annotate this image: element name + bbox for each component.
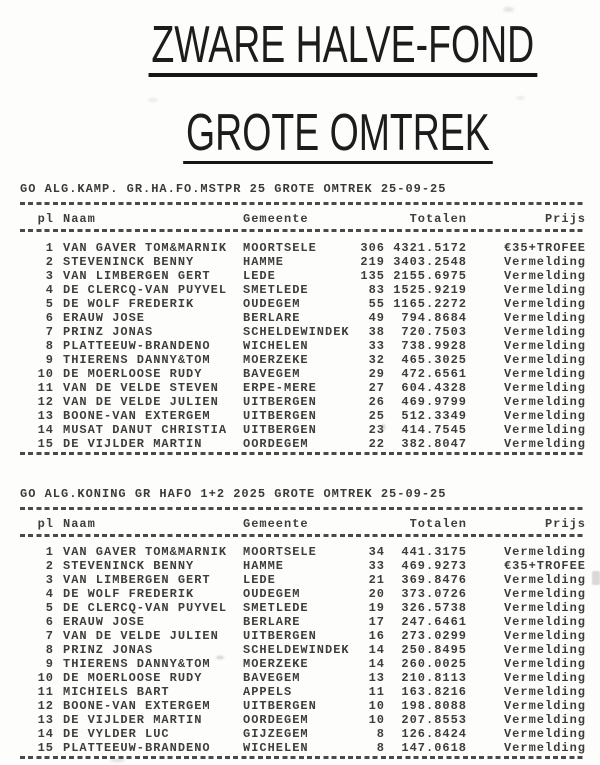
cell-count: 27: [368, 381, 385, 395]
table-row: [20, 699, 586, 713]
cell-count: 26: [368, 395, 385, 409]
cell-pl: 9: [45, 353, 54, 367]
cell-pl: 7: [45, 629, 54, 643]
table-row: [20, 395, 586, 409]
cell-pl: 5: [45, 601, 54, 615]
cell-naam: VAN DE VELDE JULIEN: [63, 395, 219, 409]
cell-pl: 6: [45, 311, 54, 325]
cell-prijs: €35+TROFEE: [503, 559, 586, 573]
cell-prijs: Vermelding: [503, 713, 586, 727]
cell-pl: 13: [37, 409, 54, 423]
cell-naam: PLATTEEUW-BRANDENO: [63, 339, 211, 353]
cell-gemeente: OUDEGEM: [243, 587, 301, 601]
table-row: [20, 657, 586, 671]
cell-totaal: 794.8684: [401, 311, 467, 325]
cell-pl: 2: [45, 255, 54, 269]
cell-prijs: Vermelding: [503, 395, 586, 409]
results-table-koning: [20, 545, 586, 755]
cell-prijs: Vermelding: [503, 545, 586, 559]
cell-prijs: Vermelding: [503, 727, 586, 741]
table-row: [20, 685, 586, 699]
column-header-pl: pl: [37, 212, 54, 226]
table-row: [20, 573, 586, 587]
cell-gemeente: BAVEGEM: [243, 367, 301, 381]
cell-totaal: 198.8088: [401, 699, 467, 713]
column-header-naam: Naam: [63, 517, 96, 531]
main-title-wrap: [0, 16, 600, 77]
scan-artifact: [382, 424, 385, 430]
cell-count: 38: [368, 325, 385, 339]
section-header: GO ALG.KAMP. GR.HA.FO.MSTPR 25 GROTE OMTREK 25-09-25: [20, 182, 447, 196]
cell-pl: 12: [37, 395, 54, 409]
scan-artifact: [110, 759, 125, 762]
table-row: [20, 615, 586, 629]
column-header-prijs: Prijs: [544, 517, 586, 531]
cell-naam: VAN DE VELDE STEVEN: [63, 381, 219, 395]
section-koning: [20, 487, 586, 759]
column-header-row: [20, 212, 586, 226]
cell-totaal: 207.8553: [401, 713, 467, 727]
cell-pl: 8: [45, 643, 54, 657]
column-header-prijs: Prijs: [544, 212, 586, 226]
column-header-spacer: [359, 212, 385, 226]
scan-artifact: [503, 7, 514, 12]
cell-pl: 8: [45, 339, 54, 353]
cell-prijs: Vermelding: [503, 699, 586, 713]
table-row: [20, 269, 586, 283]
scan-artifact: [148, 98, 158, 102]
dashed-divider: [20, 229, 586, 232]
cell-naam: STEVENINCK BENNY: [63, 559, 195, 573]
cell-gemeente: WICHELEN: [243, 339, 309, 353]
cell-prijs: Vermelding: [503, 297, 586, 311]
cell-prijs: Vermelding: [503, 437, 586, 451]
cell-naam: DE VYLDER LUC: [63, 727, 170, 741]
cell-totaal: 604.4328: [401, 381, 467, 395]
cell-count: 55: [368, 297, 385, 311]
cell-prijs: Vermelding: [503, 423, 586, 437]
cell-count: 23: [368, 423, 385, 437]
cell-prijs: Vermelding: [503, 643, 586, 657]
cell-pl: 10: [37, 671, 54, 685]
dashed-divider: [20, 202, 586, 205]
cell-prijs: Vermelding: [503, 685, 586, 699]
cell-gemeente: MOERZEKE: [243, 353, 309, 367]
cell-gemeente: UITBERGEN: [243, 395, 317, 409]
cell-totaal: 163.8216: [401, 685, 467, 699]
cell-gemeente: SCHELDEWINDEK: [243, 643, 350, 657]
cell-naam: VAN LIMBERGEN GERT: [63, 573, 211, 587]
cell-pl: 3: [45, 269, 54, 283]
cell-count: 306: [360, 241, 385, 255]
cell-naam: ERAUW JOSE: [63, 311, 146, 325]
cell-pl: 1: [45, 545, 54, 559]
cell-prijs: Vermelding: [503, 367, 586, 381]
table-row: [20, 325, 586, 339]
cell-totaal: 738.9928: [401, 339, 467, 353]
cell-count: 17: [368, 615, 385, 629]
cell-totaal: 1525.9219: [393, 283, 467, 297]
column-header-gemeente: Gemeente: [243, 212, 309, 226]
cell-count: 34: [368, 545, 385, 559]
cell-count: 33: [368, 559, 385, 573]
scan-artifact: [592, 571, 600, 585]
cell-totaal: 250.8495: [401, 643, 467, 657]
cell-gemeente: LEDE: [243, 269, 276, 283]
cell-gemeente: BERLARE: [243, 311, 301, 325]
cell-naam: BOONE-VAN EXTERGEM: [63, 699, 211, 713]
table-row: [20, 727, 586, 741]
cell-gemeente: OORDEGEM: [243, 713, 309, 727]
cell-gemeente: UITBERGEN: [243, 629, 317, 643]
cell-count: 8: [376, 741, 385, 755]
cell-totaal: 469.9799: [401, 395, 467, 409]
cell-naam: DE MOERLOOSE RUDY: [63, 671, 203, 685]
dashed-divider: [20, 534, 586, 537]
cell-count: 49: [368, 311, 385, 325]
column-header-spacer: [359, 517, 385, 531]
cell-count: 21: [368, 573, 385, 587]
sub-title: GROTE OMTREK: [183, 110, 492, 164]
cell-gemeente: WICHELEN: [243, 741, 309, 755]
cell-prijs: Vermelding: [503, 255, 586, 269]
table-row: [20, 643, 586, 657]
cell-totaal: 147.0618: [401, 741, 467, 755]
cell-pl: 3: [45, 573, 54, 587]
dashed-divider: [20, 756, 586, 759]
table-row: [20, 601, 586, 615]
cell-gemeente: BERLARE: [243, 615, 301, 629]
cell-naam: VAN GAVER TOM&MARNIK: [63, 545, 228, 559]
cell-gemeente: SCHELDEWINDEK: [243, 325, 350, 339]
table-row: [20, 713, 586, 727]
column-header-row: [20, 517, 586, 531]
cell-totaal: 441.3175: [401, 545, 467, 559]
cell-count: 29: [368, 367, 385, 381]
cell-pl: 10: [37, 367, 54, 381]
table-row: [20, 353, 586, 367]
cell-naam: ERAUW JOSE: [63, 615, 146, 629]
cell-count: 13: [368, 671, 385, 685]
cell-totaal: 414.7545: [401, 423, 467, 437]
table-row: [20, 545, 586, 559]
cell-gemeente: UITBERGEN: [243, 699, 317, 713]
table-row: [20, 741, 586, 755]
cell-pl: 13: [37, 713, 54, 727]
cell-prijs: Vermelding: [503, 269, 586, 283]
cell-gemeente: SMETLEDE: [243, 601, 309, 615]
cell-totaal: 326.5738: [401, 601, 467, 615]
cell-count: 32: [368, 353, 385, 367]
cell-prijs: Vermelding: [503, 353, 586, 367]
cell-naam: DE CLERCQ-VAN PUYVEL: [63, 601, 228, 615]
cell-naam: DE VIJLDER MARTIN: [63, 437, 203, 451]
cell-gemeente: APPELS: [243, 685, 293, 699]
cell-count: 11: [368, 685, 385, 699]
cell-totaal: 210.8113: [401, 671, 467, 685]
cell-naam: DE VIJLDER MARTIN: [63, 713, 203, 727]
cell-totaal: 1165.2272: [393, 297, 467, 311]
cell-gemeente: UITBERGEN: [243, 409, 317, 423]
cell-count: 83: [368, 283, 385, 297]
cell-count: 10: [368, 713, 385, 727]
cell-naam: VAN DE VELDE JULIEN: [63, 629, 219, 643]
scan-artifact: [216, 656, 224, 659]
cell-totaal: 2155.6975: [393, 269, 467, 283]
cell-prijs: Vermelding: [503, 671, 586, 685]
cell-count: 33: [368, 339, 385, 353]
cell-gemeente: SMETLEDE: [243, 283, 309, 297]
cell-prijs: Vermelding: [503, 409, 586, 423]
cell-gemeente: BAVEGEM: [243, 671, 301, 685]
cell-gemeente: GIJZEGEM: [243, 727, 309, 741]
cell-gemeente: OUDEGEM: [243, 297, 301, 311]
cell-naam: MICHIELS BART: [63, 685, 170, 699]
cell-count: 135: [360, 269, 385, 283]
cell-count: 14: [368, 657, 385, 671]
cell-prijs: Vermelding: [503, 381, 586, 395]
cell-totaal: 4321.5172: [393, 241, 467, 255]
cell-gemeente: MOORTSELE: [243, 545, 317, 559]
cell-pl: 5: [45, 297, 54, 311]
column-header-pl: pl: [37, 517, 54, 531]
section-kampioenschap: [20, 182, 586, 455]
cell-naam: BOONE-VAN EXTERGEM: [63, 409, 211, 423]
section-header: GO ALG.KONING GR HAFO 1+2 2025 GROTE OMTREK 25-09-25: [20, 487, 447, 501]
cell-count: 219: [360, 255, 385, 269]
cell-naam: MUSAT DANUT CHRISTIA: [63, 423, 228, 437]
cell-pl: 7: [45, 325, 54, 339]
cell-pl: 11: [37, 381, 54, 395]
cell-totaal: 273.0299: [401, 629, 467, 643]
cell-pl: 4: [45, 283, 54, 297]
cell-pl: 14: [37, 423, 54, 437]
cell-naam: THIERENS DANNY&TOM: [63, 353, 211, 367]
cell-prijs: Vermelding: [503, 601, 586, 615]
cell-count: 8: [376, 727, 385, 741]
cell-naam: STEVENINCK BENNY: [63, 255, 195, 269]
cell-pl: 11: [37, 685, 54, 699]
column-header-gemeente: Gemeente: [243, 517, 309, 531]
cell-gemeente: LEDE: [243, 573, 276, 587]
cell-pl: 9: [45, 657, 54, 671]
column-header-totalen: Totalen: [409, 517, 467, 531]
table-row: [20, 367, 586, 381]
cell-prijs: Vermelding: [503, 325, 586, 339]
cell-totaal: 465.3025: [401, 353, 467, 367]
cell-prijs: Vermelding: [503, 283, 586, 297]
table-row: [20, 283, 586, 297]
cell-prijs: Vermelding: [503, 629, 586, 643]
cell-totaal: 469.9273: [401, 559, 467, 573]
table-row: [20, 409, 586, 423]
cell-prijs: Vermelding: [503, 741, 586, 755]
cell-pl: 2: [45, 559, 54, 573]
scan-artifact: [516, 96, 525, 100]
cell-count: 16: [368, 629, 385, 643]
cell-prijs: €35+TROFEE: [503, 241, 586, 255]
table-row: [20, 311, 586, 325]
cell-naam: DE WOLF FREDERIK: [63, 297, 195, 311]
cell-totaal: 720.7503: [401, 325, 467, 339]
results-table-kampioenschap: [20, 241, 586, 451]
sub-title-wrap: [0, 104, 600, 164]
cell-count: 14: [368, 643, 385, 657]
cell-gemeente: ERPE-MERE: [243, 381, 317, 395]
dashed-divider: [20, 507, 586, 510]
table-row: [20, 241, 586, 255]
cell-totaal: 247.6461: [401, 615, 467, 629]
table-row: [20, 559, 586, 573]
cell-gemeente: UITBERGEN: [243, 423, 317, 437]
column-header-naam: Naam: [63, 212, 96, 226]
table-row: [20, 629, 586, 643]
cell-naam: DE CLERCQ-VAN PUYVEL: [63, 283, 228, 297]
table-row: [20, 671, 586, 685]
cell-totaal: 373.0726: [401, 587, 467, 601]
table-row: [20, 255, 586, 269]
cell-count: 10: [368, 699, 385, 713]
table-row: [20, 381, 586, 395]
cell-totaal: 369.8476: [401, 573, 467, 587]
cell-gemeente: MOERZEKE: [243, 657, 309, 671]
table-row: [20, 437, 586, 451]
cell-naam: PRINZ JONAS: [63, 643, 154, 657]
cell-count: 20: [368, 587, 385, 601]
table-row: [20, 587, 586, 601]
cell-gemeente: OORDEGEM: [243, 437, 309, 451]
cell-pl: 1: [45, 241, 54, 255]
cell-gemeente: HAMME: [243, 559, 285, 573]
cell-totaal: 382.8047: [401, 437, 467, 451]
cell-naam: VAN GAVER TOM&MARNIK: [63, 241, 228, 255]
cell-pl: 4: [45, 587, 54, 601]
cell-count: 25: [368, 409, 385, 423]
cell-prijs: Vermelding: [503, 657, 586, 671]
cell-pl: 14: [37, 727, 54, 741]
cell-totaal: 512.3349: [401, 409, 467, 423]
cell-prijs: Vermelding: [503, 311, 586, 325]
cell-prijs: Vermelding: [503, 573, 586, 587]
cell-pl: 15: [37, 437, 54, 451]
cell-count: 19: [368, 601, 385, 615]
cell-pl: 6: [45, 615, 54, 629]
cell-count: 22: [368, 437, 385, 451]
cell-naam: VAN LIMBERGEN GERT: [63, 269, 211, 283]
dashed-divider: [20, 452, 586, 455]
cell-naam: DE WOLF FREDERIK: [63, 587, 195, 601]
cell-gemeente: MOORTSELE: [243, 241, 317, 255]
cell-prijs: Vermelding: [503, 587, 586, 601]
cell-naam: THIERENS DANNY&TOM: [63, 657, 211, 671]
cell-totaal: 3403.2548: [393, 255, 467, 269]
cell-prijs: Vermelding: [503, 615, 586, 629]
cell-gemeente: HAMME: [243, 255, 285, 269]
cell-pl: 15: [37, 741, 54, 755]
cell-totaal: 126.8424: [401, 727, 467, 741]
cell-naam: PRINZ JONAS: [63, 325, 154, 339]
cell-naam: DE MOERLOOSE RUDY: [63, 367, 203, 381]
table-row: [20, 423, 586, 437]
cell-naam: PLATTEEUW-BRANDENO: [63, 741, 211, 755]
cell-pl: 12: [37, 699, 54, 713]
table-row: [20, 339, 586, 353]
column-header-totalen: Totalen: [409, 212, 467, 226]
cell-totaal: 472.6561: [401, 367, 467, 381]
cell-totaal: 260.0025: [401, 657, 467, 671]
main-title: ZWARE HALVE-FOND: [148, 22, 536, 77]
table-row: [20, 297, 586, 311]
cell-prijs: Vermelding: [503, 339, 586, 353]
